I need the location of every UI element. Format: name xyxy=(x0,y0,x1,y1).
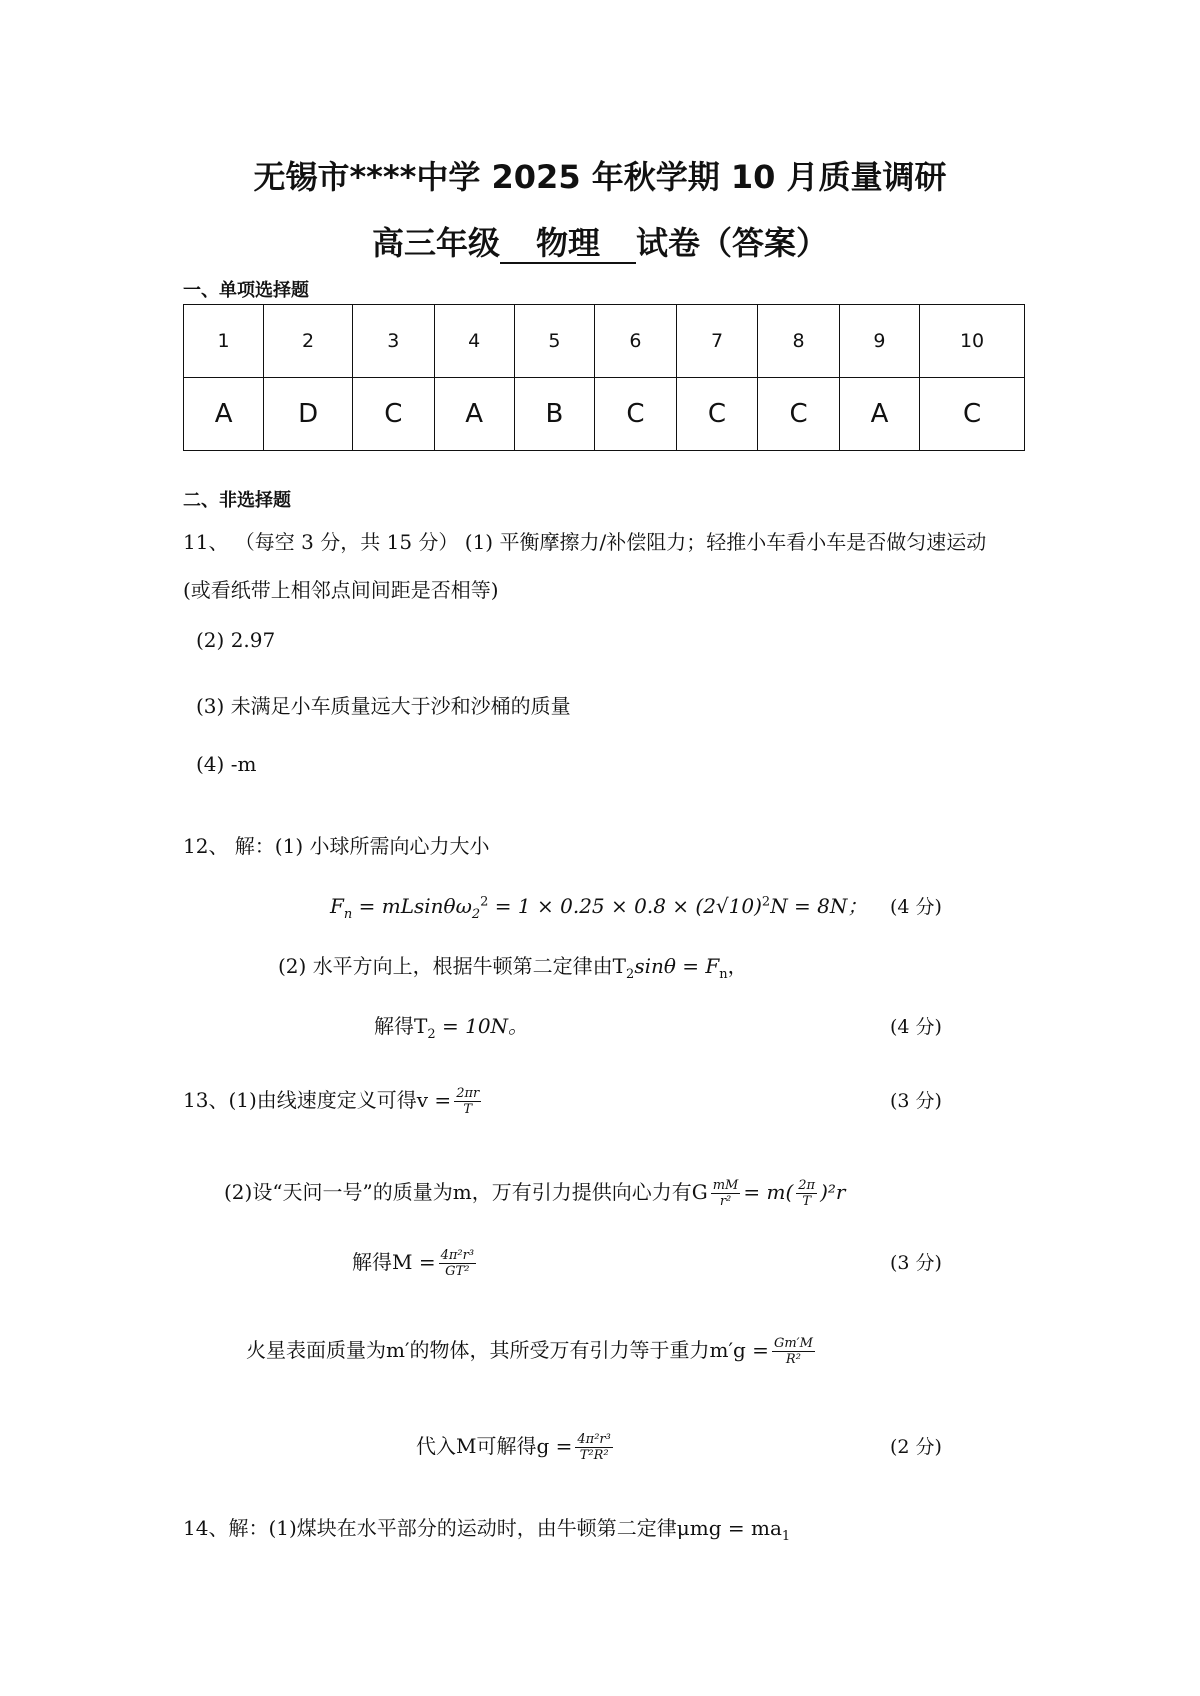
eq-subscript: n xyxy=(719,967,728,982)
eq-part: 13、(1)由线速度定义可得v = xyxy=(183,1088,452,1112)
q13-surface xyxy=(246,1334,818,1367)
fraction-numerator: Gm′M xyxy=(773,1336,813,1351)
fraction xyxy=(711,1178,741,1209)
eq-subscript: 2 xyxy=(427,1027,436,1042)
question-number: 6 xyxy=(595,305,677,378)
question-number: 3 xyxy=(353,305,435,378)
answer-cell: C xyxy=(595,378,677,451)
q13-part2 xyxy=(224,1176,845,1209)
paper-type-label: 试卷（答案） xyxy=(636,224,829,262)
q13-score3: (2 分) xyxy=(890,1436,942,1458)
q12-score1: (4 分) xyxy=(890,896,942,918)
answer-cell: A xyxy=(184,378,264,451)
eq-part: 解得T xyxy=(374,1014,428,1038)
eq-subscript: 2 xyxy=(471,907,481,922)
fraction xyxy=(575,1432,612,1463)
page-title: 无锡市****中学 2025 年秋学期 10 月质量调研 xyxy=(253,158,947,196)
answer-cell: A xyxy=(839,378,919,451)
q11-part2: (2) 2.97 xyxy=(196,628,276,652)
eq-subscript: n xyxy=(343,907,353,922)
subject-label: 物理 xyxy=(500,224,636,264)
answer-cell: B xyxy=(514,378,594,451)
fraction-numerator: 2πr xyxy=(456,1086,480,1101)
section1-heading: 一、单项选择题 xyxy=(183,280,309,301)
q13-score2: (3 分) xyxy=(890,1252,942,1274)
eq-part: (2) 水平方向上，根据牛顿第二定律由T xyxy=(278,954,627,978)
eq-part: (2)设“天问一号”的质量为m，万有引力提供向心力有G xyxy=(224,1180,708,1204)
q12-equation1 xyxy=(330,890,867,922)
q11-part4: (4) -m xyxy=(196,752,257,776)
fraction-numerator: 2π xyxy=(798,1178,816,1193)
fraction-denominator: T xyxy=(802,1194,812,1209)
q13-substitute xyxy=(416,1430,616,1463)
eq-part: = mLsinθω xyxy=(352,894,472,918)
answer-cell: C xyxy=(676,378,758,451)
answer-cell: C xyxy=(353,378,435,451)
q11-part3: (3) 未满足小车质量远大于沙和沙桶的质量 xyxy=(196,694,571,718)
q12-score2: (4 分) xyxy=(890,1016,942,1038)
fraction xyxy=(454,1086,481,1117)
eq-part: 解得M = xyxy=(352,1250,436,1274)
question-number: 8 xyxy=(758,305,840,378)
question-number-row xyxy=(184,305,1025,378)
eq-part: 火星表面质量为m′的物体，其所受万有引力等于重力m′g = xyxy=(246,1338,769,1362)
fraction-denominator: T²R² xyxy=(579,1448,609,1463)
question-number: 7 xyxy=(676,305,758,378)
q12-solution xyxy=(374,1010,528,1042)
q13-solve-mass xyxy=(352,1246,479,1279)
fraction-numerator: 4π²r³ xyxy=(577,1432,611,1447)
answer-cell: C xyxy=(920,378,1025,451)
eq-part: = 1 × 0.25 × 0.8 × (2√10) xyxy=(488,894,762,918)
eq-superscript: 2 xyxy=(761,894,771,910)
fraction-denominator: R² xyxy=(785,1352,801,1367)
q14-part1 xyxy=(183,1512,790,1544)
eq-part: 代入M可解得g = xyxy=(416,1434,573,1458)
eq-part: = 10N。 xyxy=(435,1014,529,1038)
fraction xyxy=(439,1248,476,1279)
fraction-numerator: 4π²r³ xyxy=(440,1248,475,1263)
answer-cell: D xyxy=(264,378,353,451)
fraction-denominator: T xyxy=(463,1102,473,1117)
eq-superscript: 2 xyxy=(480,894,489,910)
eq-subscript: 1 xyxy=(781,1529,791,1544)
question-number: 1 xyxy=(184,305,264,378)
eq-part: N = 8N； xyxy=(770,894,868,918)
q13-score1: (3 分) xyxy=(890,1090,942,1112)
answer-cell: C xyxy=(758,378,840,451)
question-number: 10 xyxy=(920,305,1025,378)
grade-label: 高三年级 xyxy=(371,224,500,262)
eq-part: ， xyxy=(727,954,748,978)
q12-part2 xyxy=(278,950,748,982)
q12-intro: 12、 解：(1) 小球所需向心力大小 xyxy=(183,834,490,858)
question-number: 4 xyxy=(434,305,514,378)
eq-part: = m( xyxy=(743,1180,794,1204)
q11-line2: (或看纸带上相邻点间间距是否相等) xyxy=(183,578,499,602)
eq-part: )²r xyxy=(820,1180,846,1204)
answer-table xyxy=(183,304,1025,451)
page-subtitle xyxy=(0,218,1200,264)
fraction xyxy=(772,1336,815,1367)
fraction-denominator: r² xyxy=(719,1194,732,1209)
fraction-numerator: mM xyxy=(712,1178,739,1193)
eq-symbol: F xyxy=(330,894,344,918)
answer-cell: A xyxy=(434,378,514,451)
fraction-denominator: GT² xyxy=(445,1264,470,1279)
q11-line1: 11、 （每空 3 分，共 15 分） (1) 平衡摩擦力/补偿阻力；轻推小车看小车是否做匀速运动 xyxy=(183,530,987,554)
answer-row xyxy=(184,378,1025,451)
eq-part: 14、解：(1)煤块在水平部分的运动时，由牛顿第二定律μmg = ma xyxy=(183,1516,782,1540)
fraction xyxy=(796,1178,817,1209)
question-number: 9 xyxy=(839,305,919,378)
question-number: 2 xyxy=(264,305,353,378)
section2-heading: 二、非选择题 xyxy=(183,490,291,511)
eq-subscript: 2 xyxy=(626,967,635,982)
eq-part: sinθ = F xyxy=(634,954,720,978)
question-number: 5 xyxy=(514,305,594,378)
q13-part1 xyxy=(183,1084,484,1117)
